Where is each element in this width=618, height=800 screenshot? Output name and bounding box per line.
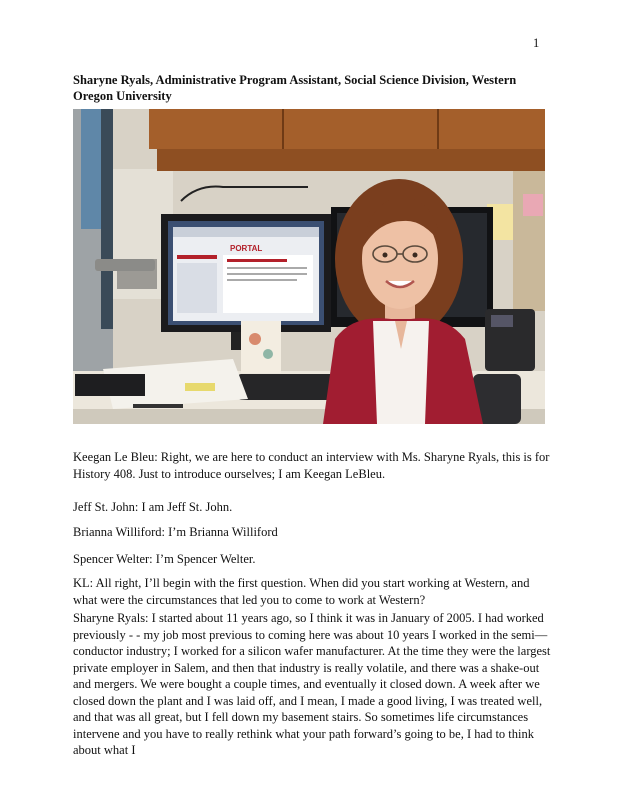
transcript-paragraph: KL: All right, I’ll begin with the first question. When did you start working at Western, and what were the circumstances that led you to come to work at Western? xyxy=(73,576,530,607)
transcript-paragraph: Keegan Le Bleu: Right, we are here to conduct an interview with Ms. Sharyne Ryals, this is for History 408. Just to introduce ourselves; I am Keegan LeBleu. xyxy=(73,450,550,481)
page-number: 1 xyxy=(533,36,540,50)
transcript-paragraph: Jeff St. John: I am Jeff St. John. xyxy=(73,500,233,514)
transcript-paragraph: Brianna Williford: I’m Brianna Williford xyxy=(73,525,278,539)
transcript-paragraph: Spencer Welter: I’m Spencer Welter. xyxy=(73,552,256,566)
portal-screen-text: PORTAL xyxy=(230,244,263,253)
interviewee-photo xyxy=(73,109,545,424)
document-title: Sharyne Ryals, Administrative Program Assistant, Social Science Division, Western Oregon University xyxy=(73,73,517,103)
transcript-paragraph: Sharyne Ryals: I started about 11 years ago, so I think it was in January of 2005. I had worked previously - - my job most previous to coming here was about 10 years I worked in the semi—conductor industry; I worked for a silicon wafer manufacturer. At the time they were the largest private employer in Salem, and then that industry is really volatile, and there was a shake-out and mergers. We were bought a couple times, and eventually it closed down. A week after we closed down the plant and I was laid off, and I mean, I made a good living, I was treated well, and that was all great, but I fell down my basement stairs. So sometimes life circumstances intervene and you have to really rethink what your path forward’s going to be, I had to think about what I xyxy=(73,611,551,757)
